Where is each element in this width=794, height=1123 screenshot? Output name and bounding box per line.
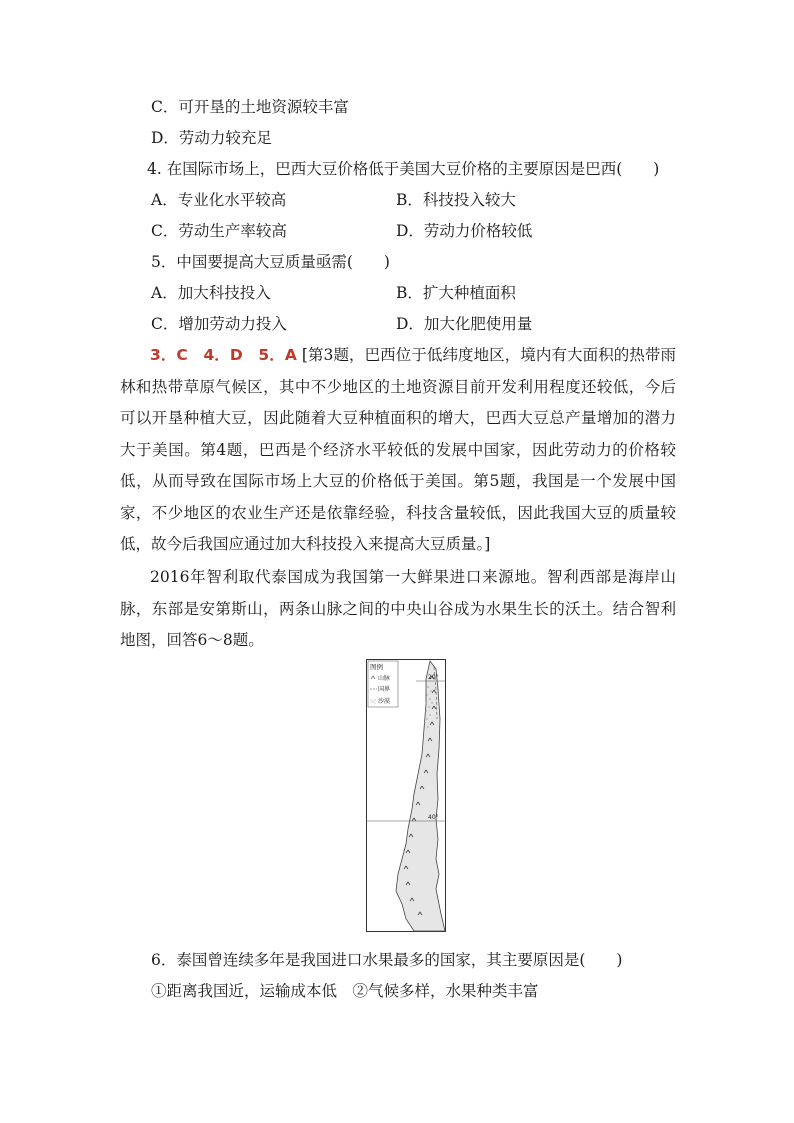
q5-option-c: C．增加劳动力投入 <box>151 315 287 333</box>
intro-paragraph: 2016年智利取代泰国成为我国第一大鲜果进口来源地。智利西部是海岸山脉，东部是安第斯山，两条山脉之间的中央山谷成为水果生长的沃土。结合智利地图，回答6～8题。 <box>120 568 676 649</box>
q5-option-d: D．加大化肥使用量 <box>396 315 533 333</box>
q4-option-b: B．科技投入较大 <box>396 191 516 209</box>
q4-option-c: C．劳动生产率较高 <box>151 222 287 240</box>
q5-stem: 5．中国要提高大豆质量亟需( ) <box>151 253 390 271</box>
q5-option-b: B．扩大种植面积 <box>396 284 516 302</box>
q4-option-d: D．劳动力价格较低 <box>396 222 533 240</box>
q4-stem: 4. 在国际市场上，巴西大豆价格低于美国大豆价格的主要原因是巴西( ) <box>147 160 660 178</box>
q5-option-a: A．加大科技投入 <box>151 284 271 302</box>
q4-option-a: A．专业化水平较高 <box>151 191 287 209</box>
q3-option-c: C．可开垦的土地资源较丰富 <box>151 98 349 116</box>
chile-map <box>366 659 446 932</box>
answer-keys: 3．C 4．D 5．A <box>150 346 297 364</box>
legend-border-label: 国界 <box>378 686 391 693</box>
q6-options: ①距离我国近，运输成本低 ②气候多样，水果种类丰富 <box>151 982 539 1000</box>
legend-mountain-label: 山脉 <box>378 675 391 682</box>
q3-option-d: D．劳动力较充足 <box>151 129 272 147</box>
answer-explanation: [第3题，巴西位于低纬度地区，境内有大面积的热带雨林和热带草原气候区，其中不少地区的土地资源目前开发利用程度还较低，今后可以开垦种植大豆，因此随着大豆种植面积的增大，巴西大豆总产量增加的潜力大于美国。第4题，巴西是个经济水平较低的发展中国家，因此劳动力的价格较低，从而导致在国际市场上大豆的价格低于美国。第5题，我国是一个发展中国家，不少地区的农业生产还是依靠经验，科技含量较低，因此我国大豆的质量较低，故今后我国应通过加大科技投入来提高大豆质量。] <box>120 346 676 553</box>
legend-title: 图例 <box>370 663 383 671</box>
answer-explanation-block <box>120 340 676 561</box>
latitude-20-label: 20° <box>428 674 439 681</box>
legend-desert-label: 沙漠 <box>378 698 391 705</box>
q6-stem: 6．泰国曾连续多年是我国进口水果最多的国家，其主要原因是( ) <box>151 951 623 969</box>
latitude-40-label: 40° <box>428 814 439 821</box>
